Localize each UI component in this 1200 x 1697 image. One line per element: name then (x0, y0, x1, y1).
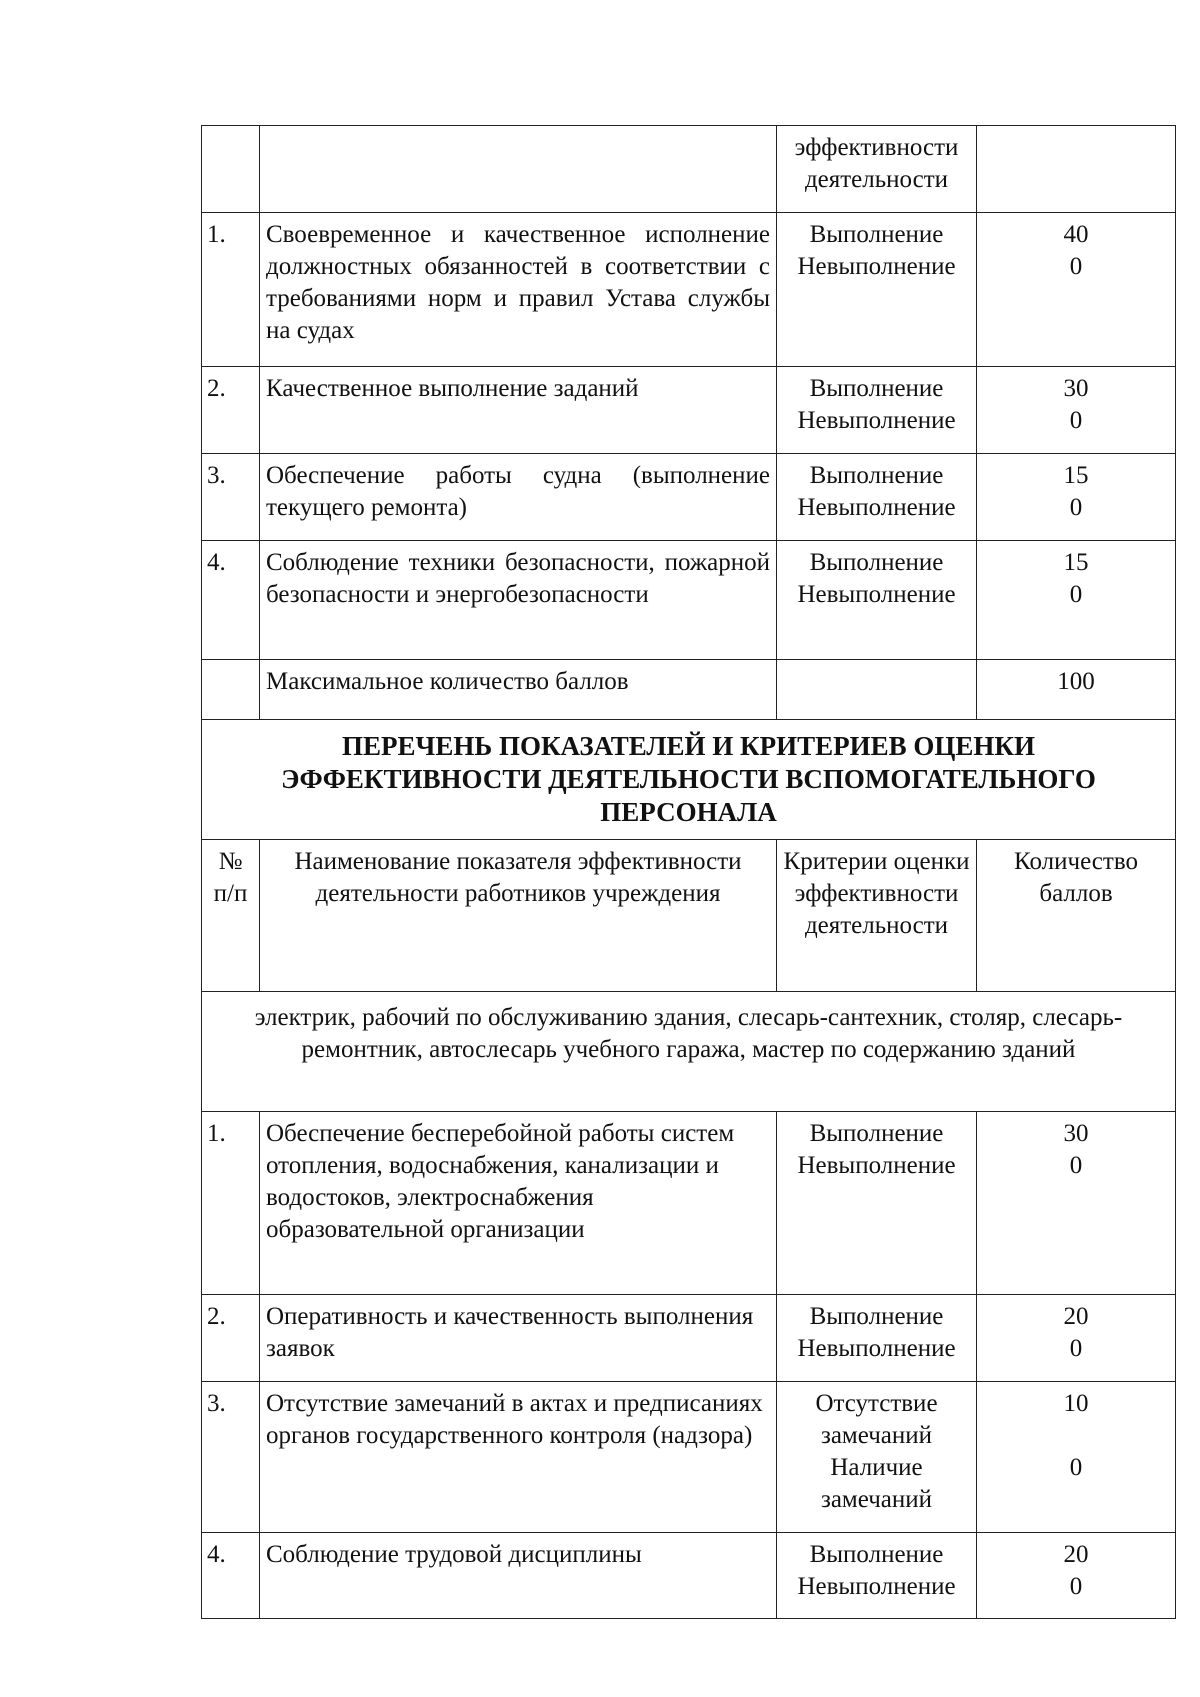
criteria-line: Отсутствие замечаний (815, 1390, 938, 1449)
table-row (202, 1295, 1176, 1382)
criteria-line: Выполнение (809, 549, 944, 576)
criteria-line: Невыполнение (797, 253, 956, 280)
score-cell (977, 1295, 1176, 1382)
score-value: 10 (1063, 1390, 1089, 1417)
row-number: 3. (202, 454, 260, 541)
criteria-line: Невыполнение (797, 1573, 956, 1600)
score-cell (977, 1382, 1176, 1533)
table-row (202, 213, 1176, 367)
indicator-name: Обеспечение работы судна (выполнение текущего ремонта) (260, 454, 777, 541)
score-value: 20 (1063, 1303, 1089, 1330)
score-value: 0 (1069, 253, 1083, 280)
criteria-cell (777, 1533, 977, 1619)
table-row (202, 541, 1176, 660)
criteria-cell (777, 1382, 977, 1533)
criteria-line: Невыполнение (797, 494, 956, 521)
table-row (202, 454, 1176, 541)
score-cell (977, 213, 1176, 367)
score-value: 30 (1063, 375, 1089, 402)
criteria-cell (777, 1112, 977, 1295)
score-gap (983, 1420, 1169, 1452)
criteria-line: Выполнение (809, 1541, 944, 1568)
row-number: 2. (202, 367, 260, 454)
indicator-name: Оперативность и качественность выполнения заявок (260, 1295, 777, 1382)
section-title-row (202, 720, 1176, 840)
score-value: 0 (1069, 1152, 1083, 1179)
personnel-group: электрик, рабочий по обслуживанию здания, слесарь-сантехник, столяр, слесарь-ремонтник, автослесарь учебного гаража, мастер по содержанию зданий (202, 992, 1176, 1112)
criteria-line: Выполнение (809, 221, 944, 248)
table-row (202, 1533, 1176, 1619)
indicator-name: Соблюдение трудовой дисциплины (260, 1533, 777, 1619)
score-cell (977, 454, 1176, 541)
score-value: 30 (1063, 1120, 1089, 1147)
criteria-cell (777, 1295, 977, 1382)
score-value: 0 (1069, 581, 1083, 608)
header-num-cell (202, 126, 260, 213)
criteria-cell (777, 454, 977, 541)
header-crit-cell (777, 126, 977, 213)
header-score: Количество баллов (977, 840, 1176, 992)
table-row (202, 367, 1176, 454)
indicator-name: Качественное выполнение заданий (260, 367, 777, 454)
total-value: 100 (977, 660, 1176, 720)
row-number: 4. (202, 541, 260, 660)
score-cell (977, 1533, 1176, 1619)
criteria-line: Выполнение (809, 1303, 944, 1330)
header-crit-line: эффективности (794, 134, 959, 161)
table-row (202, 1382, 1176, 1533)
row-number: 1. (202, 213, 260, 367)
criteria-line: Невыполнение (797, 407, 956, 434)
criteria-line: Невыполнение (797, 581, 956, 608)
column-header-row (202, 840, 1176, 992)
score-value: 0 (1069, 1335, 1083, 1362)
row-number: 4. (202, 1533, 260, 1619)
score-cell (977, 541, 1176, 660)
criteria-cell (777, 367, 977, 454)
score-value: 0 (1069, 407, 1083, 434)
score-value: 15 (1063, 549, 1089, 576)
row-number: 2. (202, 1295, 260, 1382)
criteria-cell (777, 213, 977, 367)
table-row (202, 126, 1176, 213)
score-cell (977, 1112, 1176, 1295)
table-row (202, 1112, 1176, 1295)
criteria-line: Выполнение (809, 375, 944, 402)
header-num: № п/п (202, 840, 260, 992)
criteria-line: Наличие замечаний (820, 1454, 933, 1513)
total-row (202, 660, 1176, 720)
score-value: 0 (1069, 1573, 1083, 1600)
score-value: 0 (1069, 494, 1083, 521)
section-title: ПЕРЕЧЕНЬ ПОКАЗАТЕЛЕЙ И КРИТЕРИЕВ ОЦЕНКИ ЭФФЕКТИВНОСТИ ДЕЯТЕЛЬНОСТИ ВСПОМОГАТЕЛЬНОГО ПЕРСОНАЛА (202, 720, 1176, 840)
indicator-name: Соблюдение техники безопасности, пожарной безопасности и энергобезопасности (260, 541, 777, 660)
criteria-line: Выполнение (809, 462, 944, 489)
header-name-cell (260, 126, 777, 213)
header-name: Наименование показателя эффективности деятельности работников учреждения (260, 840, 777, 992)
score-value: 0 (1069, 1454, 1083, 1481)
score-value: 20 (1063, 1541, 1089, 1568)
criteria-cell (777, 541, 977, 660)
score-value: 15 (1063, 462, 1089, 489)
score-cell (977, 367, 1176, 454)
criteria-line: Невыполнение (797, 1335, 956, 1362)
total-crit-cell (777, 660, 977, 720)
header-crit-line: деятельности (804, 166, 949, 193)
criteria-line: Невыполнение (797, 1152, 956, 1179)
criteria-line: Выполнение (809, 1120, 944, 1147)
row-number: 1. (202, 1112, 260, 1295)
total-num-cell (202, 660, 260, 720)
row-number: 3. (202, 1382, 260, 1533)
indicator-name: Обеспечение бесперебойной работы систем отопления, водоснабжения, канализации и водостоков, электроснабжения образовательной организации (260, 1112, 777, 1295)
total-label: Максимальное количество баллов (260, 660, 777, 720)
indicator-name: Отсутствие замечаний в актах и предписаниях органов государственного контроля (надзора) (260, 1382, 777, 1533)
header-criteria: Критерии оценки эффективности деятельности (777, 840, 977, 992)
indicator-name: Своевременное и качественное исполнение должностных обязанностей в соответствии с требованиями норм и правил Устава службы на судах (260, 213, 777, 367)
header-score-cell (977, 126, 1176, 213)
score-value: 40 (1063, 221, 1089, 248)
criteria-table (201, 125, 1176, 1619)
group-row (202, 992, 1176, 1112)
